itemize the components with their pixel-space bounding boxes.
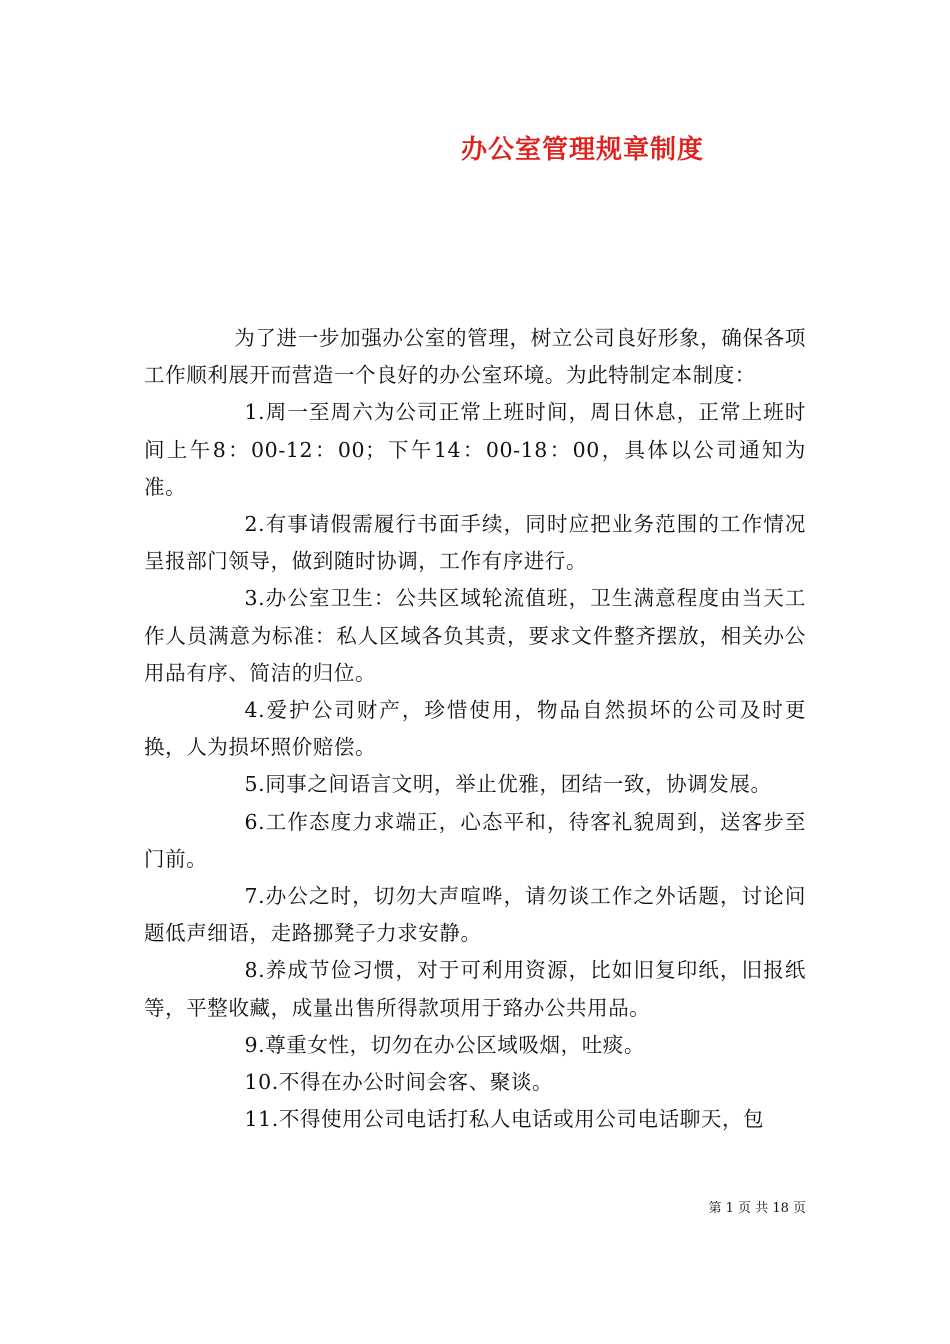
rule-item-2: 2.有事请假需履行书面手续，同时应把业务范围的工作情况呈报部门领导，做到随时协调，工作有序进行。 [144, 512, 806, 574]
rule-item-6: 6.工作态度力求端正，心态平和，待客礼貌周到，送客步至门前。 [144, 809, 806, 871]
rule-item-1: 1.周一至周六为公司正常上班时间，周日休息，正常上班时间上午8：00-12：00；下午14：00-18：00，具体以公司通知为准。 [144, 400, 806, 499]
page-number-footer: 第 1 页 共 18 页 [708, 1201, 806, 1216]
rule-item-8: 8.养成节俭习惯，对于可利用资源，比如旧复印纸，旧报纸等，平整收藏，成量出售所得款项用于臵办公共用品。 [144, 958, 806, 1020]
document-body [144, 320, 806, 1138]
document-title: 办公室管理规章制度 [460, 135, 704, 165]
rule-item-11: 11.不得使用公司电话打私人电话或用公司电话聊天，包 [244, 1107, 765, 1132]
rule-item-3: 3.办公室卫生：公共区域轮流值班，卫生满意程度由当天工作人员满意为标准：私人区域各负其责，要求文件整齐摆放，相关办公用品有序、简洁的归位。 [144, 586, 806, 685]
rule-item-7: 7.办公之时，切勿大声喧哗，请勿谈工作之外话题，讨论问题低声细语，走路挪凳子力求安静。 [144, 884, 806, 946]
rule-item-9: 9.尊重女性，切勿在办公区域吸烟，吐痰。 [244, 1032, 645, 1057]
rule-item-4: 4.爱护公司财产，珍惜使用，物品自然损坏的公司及时更换，人为损坏照价赔偿。 [144, 698, 806, 760]
intro-paragraph: 为了进一步加强办公室的管理，树立公司良好形象，确保各项工作顺利展开而营造一个良好的办公室环境。为此特制定本制度： [144, 326, 806, 388]
rule-item-10: 10.不得在办公时间会客、聚谈。 [244, 1070, 554, 1095]
rule-item-5: 5.同事之间语言文明，举止优雅，团结一致，协调发展。 [244, 772, 772, 797]
